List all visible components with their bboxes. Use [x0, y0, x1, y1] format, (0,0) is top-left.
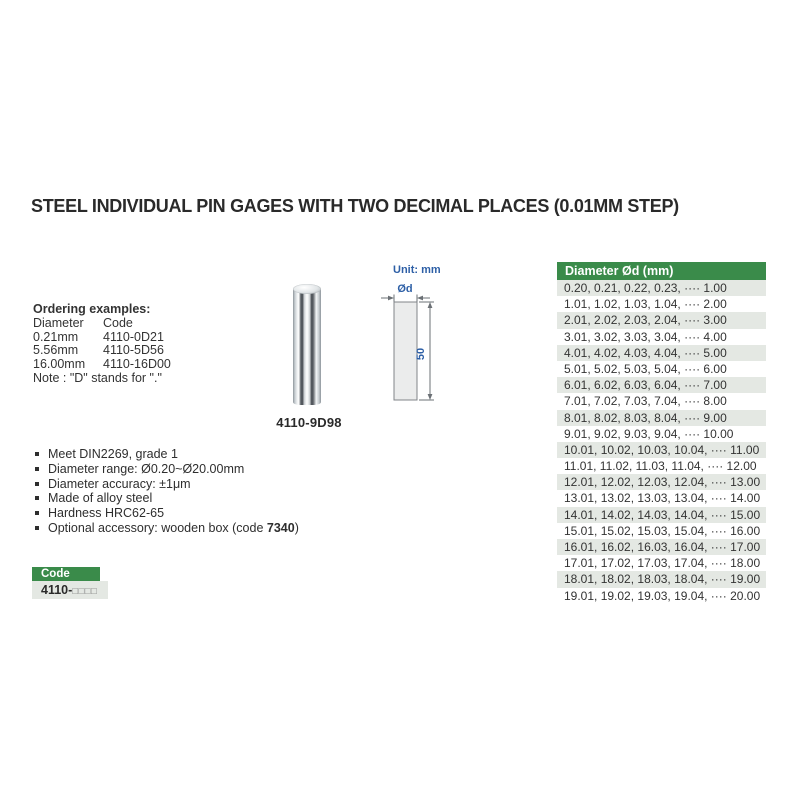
ordering-code-value: 4110-0D21	[103, 329, 164, 344]
ordering-code-value: 4110-5D56	[103, 343, 164, 358]
feature-item	[35, 491, 365, 506]
feature-accessory-code: 7340	[266, 520, 295, 535]
ordering-col-diameter: Diameter	[33, 315, 84, 330]
bullet-icon	[35, 511, 39, 515]
feature-text: Made of alloy steel	[48, 491, 153, 506]
diameter-table-body	[557, 280, 766, 604]
table-row: 0.20, 0.21, 0.22, 0.23, ···· 1.00	[557, 280, 766, 296]
feature-text: Diameter range: Ø0.20~Ø20.00mm	[48, 461, 245, 476]
table-row: 15.01, 15.02, 15.03, 15.04, ···· 16.00	[564, 523, 761, 538]
pin-outline-rect	[394, 302, 417, 400]
arrow-right-icon	[388, 296, 394, 301]
bullet-icon	[35, 467, 39, 471]
bullet-icon	[35, 452, 39, 456]
length-dim-label: 50	[415, 347, 427, 361]
pin-top-cap	[293, 284, 321, 294]
feature-text: Hardness HRC62-65	[48, 506, 165, 521]
feature-list	[35, 447, 365, 536]
diameter-dim-label: Ød	[397, 283, 413, 295]
table-row: 10.01, 10.02, 10.03, 10.04, ···· 11.00	[557, 442, 766, 458]
feature-text: Optional accessory: wooden box (code	[48, 520, 267, 535]
table-row: 8.01, 8.02, 8.03, 8.04, ···· 9.00	[557, 410, 766, 426]
arrow-down-icon	[428, 394, 433, 400]
table-row: 13.01, 13.02, 13.03, 13.04, ···· 14.00	[564, 491, 761, 506]
bullet-icon	[35, 526, 39, 530]
feature-text: Meet DIN2269, grade 1	[48, 447, 178, 461]
feature-text: Diameter accuracy: ±1μm	[48, 476, 191, 491]
table-row: 12.01, 12.02, 12.03, 12.04, ···· 13.00	[557, 474, 766, 490]
arrow-left-icon	[417, 296, 423, 301]
table-row: 9.01, 9.02, 9.03, 9.04, ···· 10.00	[564, 426, 734, 441]
ordering-note: Note : "D" stands for "."	[33, 370, 162, 385]
feature-item	[35, 521, 365, 536]
ordering-col-code: Code	[103, 315, 133, 330]
bullet-icon	[35, 496, 39, 500]
code-box-header: Code	[32, 567, 100, 581]
feature-item	[35, 462, 365, 477]
table-row: 6.01, 6.02, 6.03, 6.04, ···· 7.00	[557, 377, 766, 393]
table-row: 14.01, 14.02, 14.03, 14.04, ···· 15.00	[557, 507, 766, 523]
ordering-diameter-value: 0.21mm	[33, 329, 79, 344]
pin-gage-image	[293, 284, 321, 405]
feature-item	[35, 447, 365, 462]
ordering-examples	[33, 303, 263, 386]
ordering-row	[33, 344, 263, 358]
pin-product-code: 4110-9D98	[276, 415, 342, 430]
table-row: 4.01, 4.02, 4.03, 4.04, ···· 5.00	[557, 345, 766, 361]
pin-cylinder-body	[293, 289, 321, 405]
table-row: 1.01, 1.02, 1.03, 1.04, ···· 2.00	[564, 297, 727, 312]
code-prefix: 4110-	[41, 583, 73, 597]
diameter-table-header: Diameter Ød (mm)	[557, 262, 766, 280]
unit-label: Unit: mm	[393, 264, 441, 276]
ordering-code-value: 4110-16D00	[103, 357, 171, 372]
table-row: 5.01, 5.02, 5.03, 5.04, ···· 6.00	[564, 361, 727, 376]
table-row: 11.01, 11.02, 11.03, 11.04, ···· 12.00	[564, 459, 757, 474]
table-row: 17.01, 17.02, 17.03, 17.04, ···· 18.00	[564, 556, 761, 571]
table-row: 19.01, 19.02, 19.03, 19.04, ···· 20.00	[564, 588, 761, 603]
arrow-up-icon	[428, 302, 433, 308]
ordering-diameter-value: 5.56mm	[33, 343, 79, 358]
ordering-header-row	[33, 317, 263, 331]
ordering-row	[33, 358, 263, 372]
table-row: 7.01, 7.02, 7.03, 7.04, ···· 8.00	[564, 394, 727, 409]
code-placeholder-squares: □□□□	[72, 586, 98, 597]
table-row: 3.01, 3.02, 3.03, 3.04, ···· 4.00	[564, 329, 727, 344]
code-box-value	[32, 581, 108, 599]
table-row: 2.01, 2.02, 2.03, 2.04, ···· 3.00	[557, 312, 766, 328]
ordering-row	[33, 331, 263, 345]
ordering-diameter-value: 16.00mm	[33, 357, 86, 372]
feature-text: )	[294, 520, 299, 535]
table-row: 16.01, 16.02, 16.03, 16.04, ···· 17.00	[557, 539, 766, 555]
ordering-heading: Ordering examples:	[33, 302, 151, 316]
feature-item	[35, 477, 365, 492]
feature-item	[35, 506, 365, 521]
bullet-icon	[35, 482, 39, 486]
diameter-table	[557, 262, 766, 604]
table-row: 18.01, 18.02, 18.03, 18.04, ···· 19.00	[557, 571, 766, 587]
dimension-drawing	[378, 258, 444, 410]
page-title: STEEL INDIVIDUAL PIN GAGES WITH TWO DECIMAL PLACES (0.01MM STEP)	[31, 196, 679, 216]
